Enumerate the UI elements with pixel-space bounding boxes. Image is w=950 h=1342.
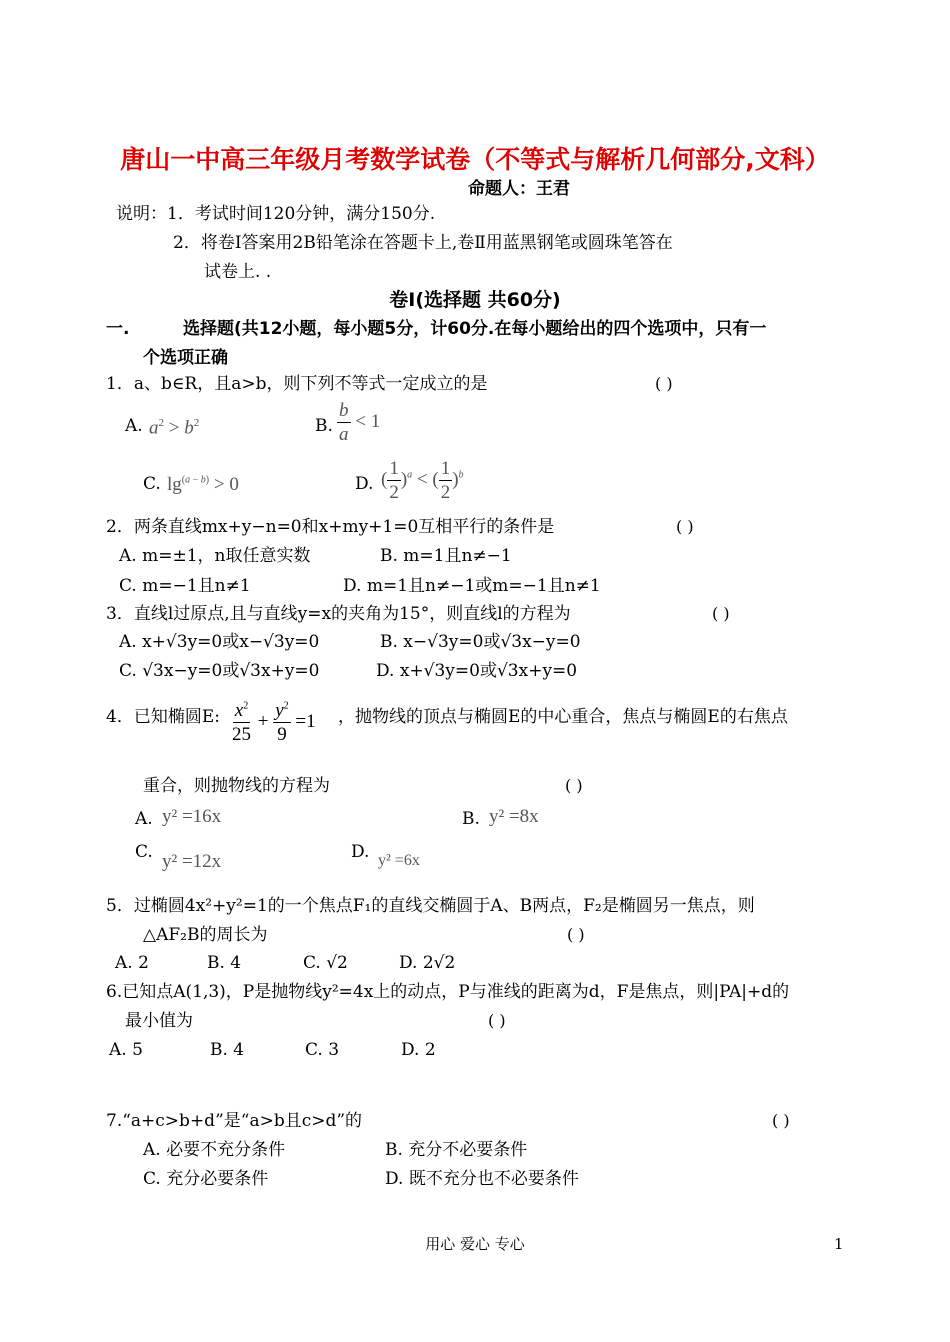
q5-option-b: B. 4 xyxy=(207,953,242,973)
q2-option-a: A. m=±1，n取任意实数 xyxy=(119,546,311,566)
q4-stem-part3: 重合，则抛物线的方程为 xyxy=(143,776,330,796)
note-3: 试卷上. . xyxy=(204,262,272,282)
q4-option-c-label: C. xyxy=(135,842,153,862)
note-1: 说明：1．考试时间120分钟，满分150分. xyxy=(116,204,436,224)
q2-stem: 2．两条直线mx+y−n=0和x+my+1=0互相平行的条件是 xyxy=(106,517,555,537)
exam-title: 唐山一中高三年级月考数学试卷（不等式与解析几何部分,文科） xyxy=(120,145,830,174)
q3-option-d: D. x+√3y=0或√3x+y=0 xyxy=(376,661,578,681)
q4-option-d-label: D. xyxy=(351,842,370,862)
q3-option-b: B. x−√3y=0或√3x−y=0 xyxy=(380,632,581,652)
q1-option-a-expr: $a^2 > b^2$ xyxy=(149,417,200,439)
q2-option-b: B. m=1且n≠−1 xyxy=(380,546,512,566)
note-2: 2．将卷Ⅰ答案用2B铅笔涂在答题卡上,卷Ⅱ用蓝黑钢笔或圆珠笔答在 xyxy=(173,233,673,253)
q5-stem-line2: △AF₂B的周长为 xyxy=(143,925,268,945)
q1-option-b-label: B. xyxy=(315,416,333,436)
q4-stem-part1: 4．已知椭圆E: xyxy=(106,707,220,727)
q4-option-a-expr: y² =16x xyxy=(162,806,222,827)
q4-option-c-expr: y² =12x xyxy=(162,851,222,872)
q1-option-d-label: D. xyxy=(355,474,374,494)
q5-answer-paren: ( ) xyxy=(567,925,585,944)
q2-option-d: D. m=1且n≠−1或m=−1且n≠1 xyxy=(343,576,601,596)
q1-option-d-expr: ( $\frac{1}{2}$ )$^a$ < ( $\frac{1}{2}$ )$^b$ xyxy=(381,458,464,503)
q3-option-a: A. x+√3y=0或x−√3y=0 xyxy=(119,632,320,652)
q5-option-a: A. 2 xyxy=(115,953,149,973)
q7-option-b: B. 充分不必要条件 xyxy=(385,1140,528,1160)
q4-option-b-expr: y² =8x xyxy=(489,806,539,827)
q6-option-c: C. 3 xyxy=(305,1040,340,1060)
q6-option-a: A. 5 xyxy=(109,1040,143,1060)
q4-option-d-expr: y² =6x xyxy=(378,852,420,869)
q7-stem: 7.“a+c>b+d”是“a>b且c>d”的 xyxy=(106,1111,363,1131)
q5-option-c: C. √2 xyxy=(303,953,348,973)
q6-stem-line2: 最小值为 xyxy=(125,1011,193,1031)
q1-option-a-label: A. xyxy=(125,416,143,436)
part-heading-line2: 个选项正确 xyxy=(143,348,228,368)
q6-answer-paren: ( ) xyxy=(488,1011,506,1030)
q4-ellipse-equation: $\frac{x^2}{25}$ + $\frac{y^2}{9}$ =1 xyxy=(232,700,316,745)
q6-stem-line1: 6.已知点A(1,3)，P是抛物线y²=4x上的动点，P与准线的距离为d，F是焦点，则|PA|+d的 xyxy=(106,982,790,1002)
section-title: 卷Ⅰ(选择题 共60分) xyxy=(389,289,561,311)
q4-option-b-label: B. xyxy=(462,809,480,829)
q1-option-c-label: C. xyxy=(143,474,161,494)
q5-option-d: D. 2√2 xyxy=(399,953,456,973)
q5-stem-line1: 5．过椭圆4x²+y²=1的一个焦点F₁的直线交椭圆于A、B两点，F₂是椭圆另一焦点，则 xyxy=(106,896,755,916)
q1-answer-paren: ( ) xyxy=(655,374,673,393)
q6-option-b: B. 4 xyxy=(210,1040,245,1060)
q7-option-d: D. 既不充分也不必要条件 xyxy=(385,1169,579,1189)
page-number: 1 xyxy=(834,1235,844,1253)
q7-option-c: C. 充分必要条件 xyxy=(143,1169,269,1189)
q4-option-a-label: A. xyxy=(135,809,153,829)
q7-option-a: A. 必要不充分条件 xyxy=(143,1140,286,1160)
part-number: 一. xyxy=(106,319,130,339)
q2-answer-paren: ( ) xyxy=(676,517,694,536)
q3-stem: 3．直线l过原点,且与直线y=x的夹角为15°，则直线l的方程为 xyxy=(106,604,571,624)
q3-option-c: C. √3x−y=0或√3x+y=0 xyxy=(119,661,320,681)
q2-option-c: C. m=−1且n≠1 xyxy=(119,576,251,596)
q7-answer-paren: ( ) xyxy=(772,1111,790,1130)
author-line: 命题人：王君 xyxy=(468,179,570,199)
q4-stem-part2: ，抛物线的顶点与椭圆E的中心重合，焦点与椭圆E的右焦点 xyxy=(338,707,788,727)
q4-answer-paren: ( ) xyxy=(565,776,583,795)
q1-stem: 1．a、b∈R，且a>b，则下列不等式一定成立的是 xyxy=(106,374,488,394)
q1-option-c-expr: $\lg^{(a - b)} > 0$ xyxy=(167,474,239,495)
q1-option-b-expr: $\frac{b}{a}$ < 1 xyxy=(339,400,381,445)
page-footer: 用心 爱心 专心 xyxy=(425,1235,525,1253)
q3-answer-paren: ( ) xyxy=(712,604,730,623)
q6-option-d: D. 2 xyxy=(401,1040,436,1060)
part-heading-line1: 选择题(共12小题，每小题5分，计60分.在每小题给出的四个选项中，只有一 xyxy=(183,319,767,339)
